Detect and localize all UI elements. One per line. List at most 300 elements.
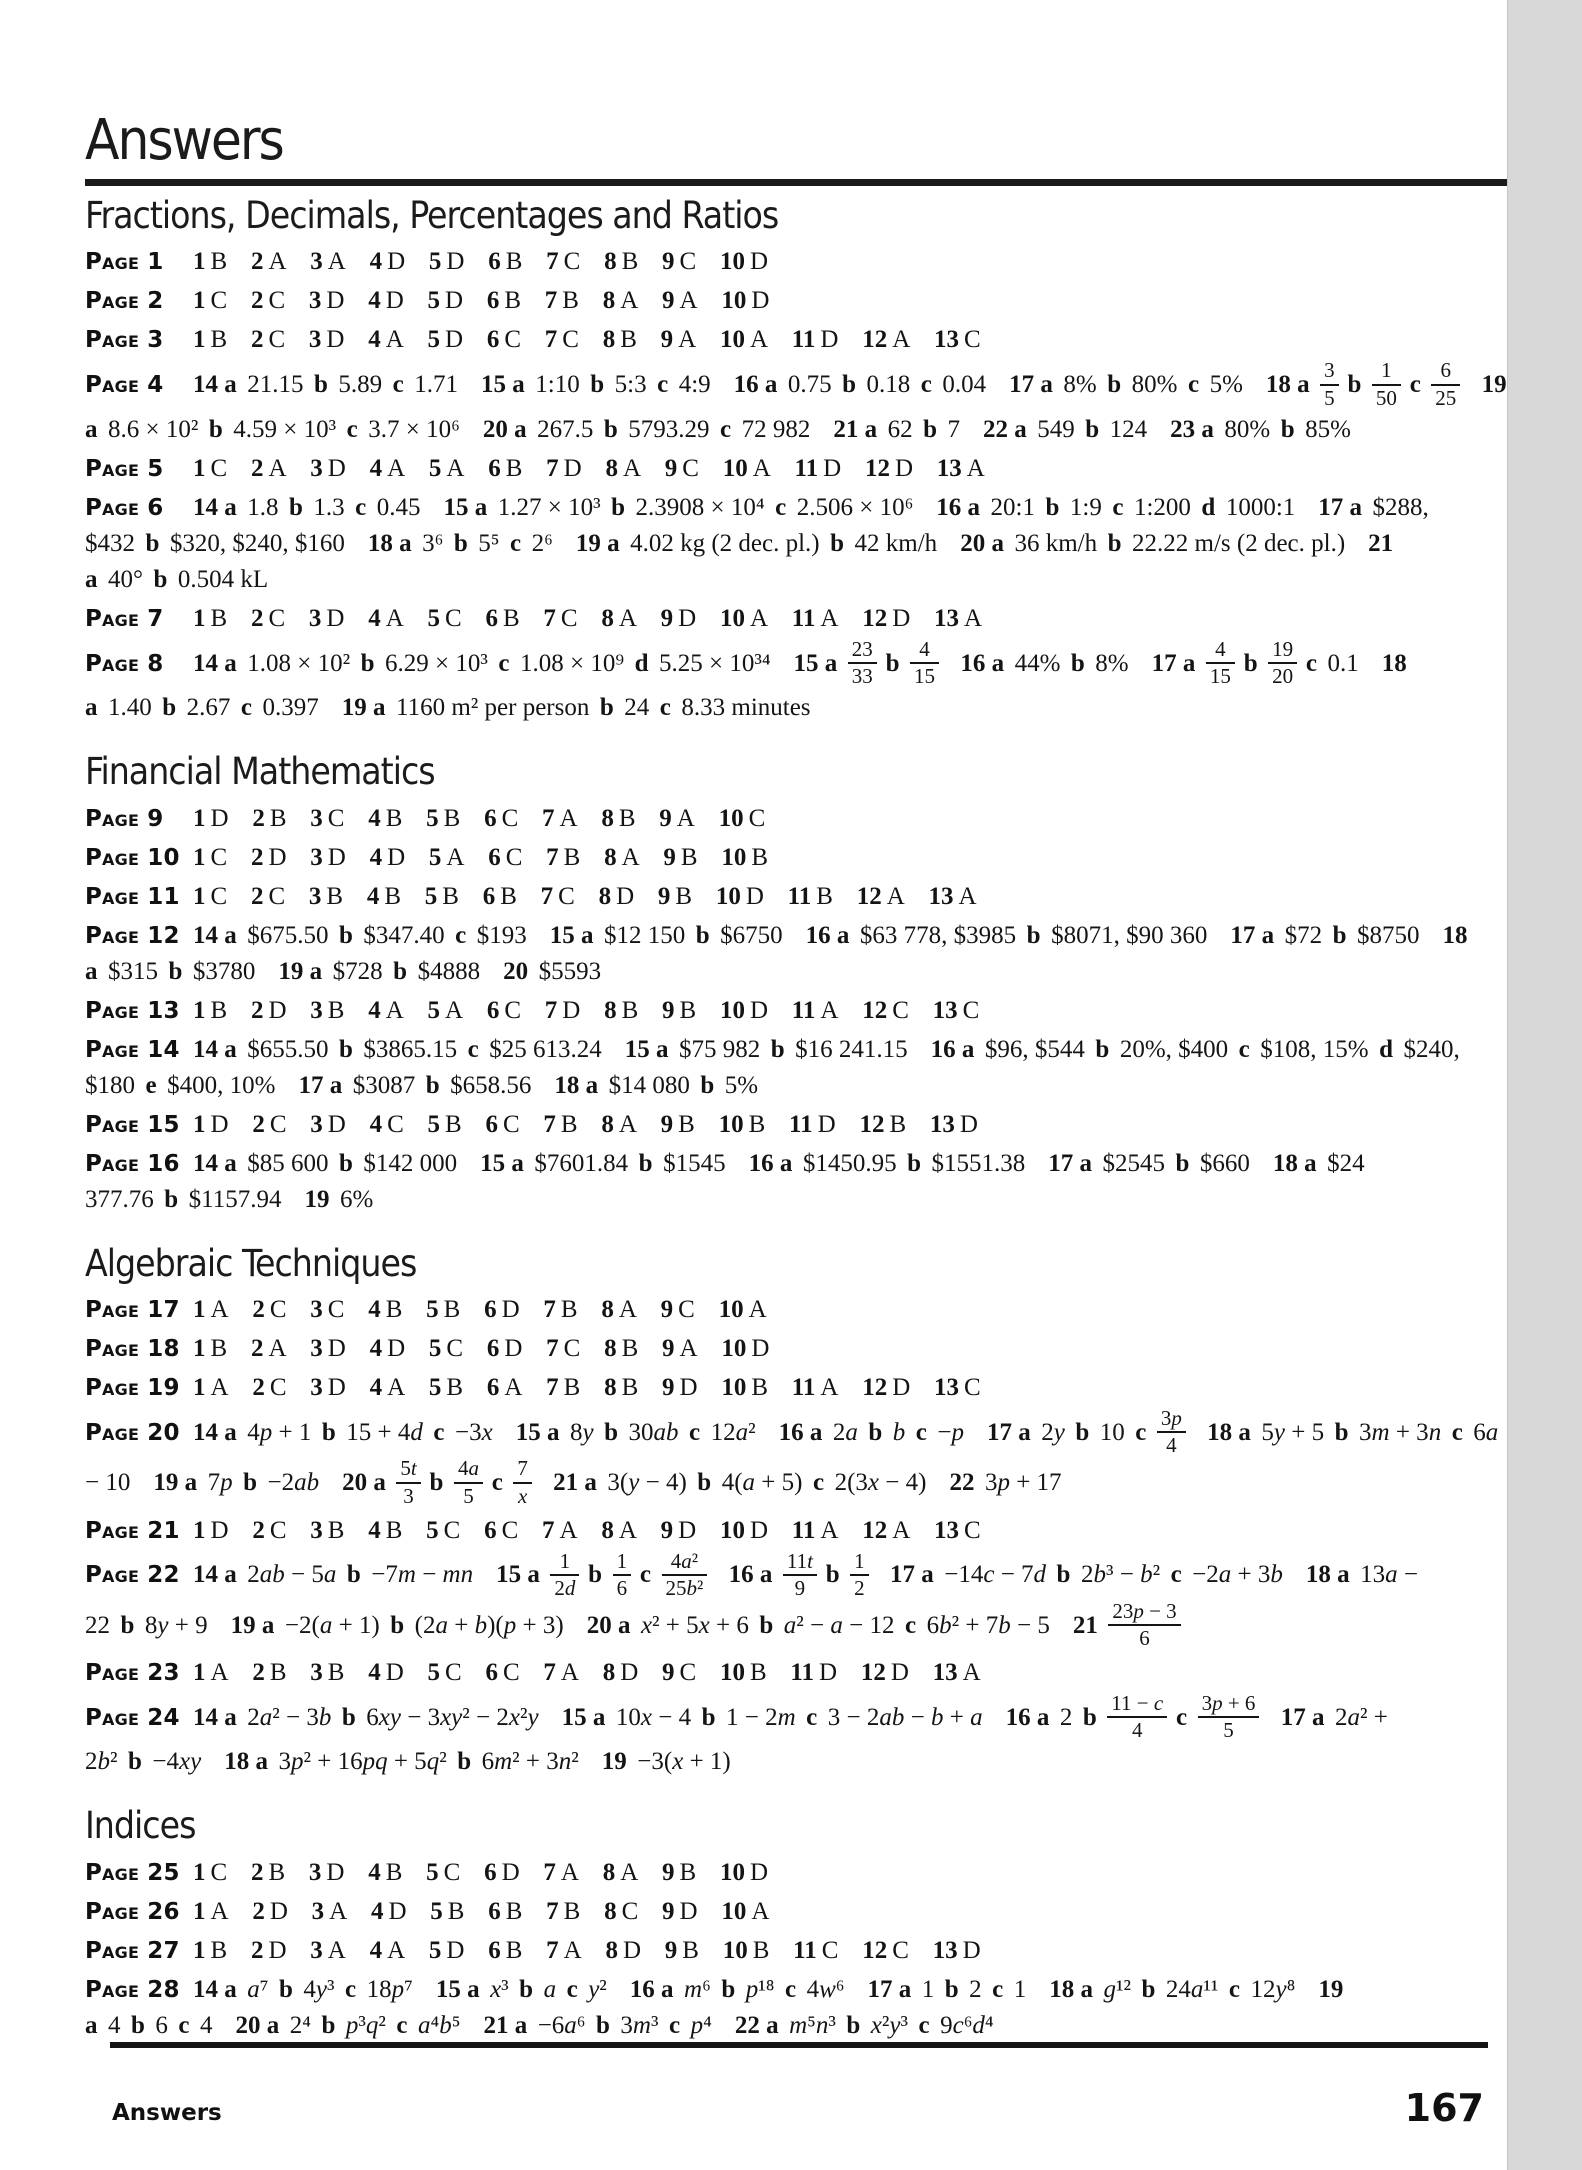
answer-token: b bbox=[701, 1703, 716, 1731]
answer-token: b bbox=[599, 693, 614, 721]
answer-token: 8% bbox=[1095, 649, 1129, 677]
fraction-answer: $\frac{1}{50}$ bbox=[1372, 359, 1401, 409]
page-label: Page 26 bbox=[85, 1898, 180, 1925]
answer-token: 17 a bbox=[1318, 493, 1363, 521]
answer-token: 0.75 bbox=[787, 371, 832, 399]
page-label: Page 27 bbox=[85, 1937, 180, 1964]
mc-answer: 1 B bbox=[193, 326, 228, 354]
mc-answer: 9 B bbox=[663, 843, 698, 871]
mc-answer: 2 A bbox=[250, 248, 287, 276]
answer-token: 3p + 17 bbox=[984, 1469, 1062, 1497]
mc-answer: 12 D bbox=[864, 454, 913, 482]
answer-token: c bbox=[668, 2011, 681, 2039]
answer-token: 549 bbox=[1037, 415, 1075, 443]
mc-answer: 7 A bbox=[543, 1858, 579, 1886]
mc-answer: 1 C bbox=[193, 454, 228, 482]
answer-token: $85 600 bbox=[247, 1149, 329, 1177]
mc-answer: 11 A bbox=[791, 604, 839, 632]
page-title: Answers bbox=[85, 108, 283, 173]
mc-answer: 1 C bbox=[193, 882, 228, 910]
answer-token: c bbox=[346, 415, 358, 443]
mc-answer: 8 A bbox=[601, 604, 637, 632]
mc-answer: 8 B bbox=[604, 248, 639, 276]
mc-answer: 11 D bbox=[794, 454, 842, 482]
mc-answer: 8 D bbox=[602, 1658, 639, 1686]
answer-token: b bbox=[588, 1561, 603, 1589]
answer-token: b bbox=[360, 649, 375, 677]
mc-answer: 5 C bbox=[426, 1516, 461, 1544]
answer-token: 124 bbox=[1109, 415, 1148, 443]
answer-token: 5y + 5 bbox=[1261, 1419, 1325, 1447]
answer-token: b bbox=[700, 1071, 715, 1099]
mc-answer: 4 D bbox=[369, 248, 406, 276]
mc-answer: 11 D bbox=[791, 326, 839, 354]
mc-answer: 13 A bbox=[934, 604, 983, 632]
answer-token: b bbox=[453, 529, 468, 557]
mc-answer: 2 C bbox=[250, 287, 286, 315]
answer-token: b bbox=[1141, 1975, 1156, 2003]
answer-token: 17 a bbox=[1280, 1703, 1325, 1731]
page-label: Page 20 bbox=[85, 1420, 180, 1447]
answer-token: 17 a bbox=[867, 1975, 912, 2003]
answer-token: c bbox=[1228, 1975, 1240, 2003]
mc-answer: 4 B bbox=[368, 804, 403, 832]
answer-token: b bbox=[1175, 1149, 1190, 1177]
answer-token: $240, $180 bbox=[85, 1035, 1460, 1099]
mc-answer: 1 C bbox=[193, 843, 228, 871]
answer-token: 0.1 bbox=[1327, 649, 1359, 677]
mc-answer: 5 B bbox=[428, 1374, 464, 1402]
fraction-answer: $\frac{3p + 6}{5}$ bbox=[1198, 1692, 1260, 1742]
answer-token: c bbox=[992, 1975, 1004, 2003]
mc-answer: 7 B bbox=[546, 1897, 581, 1925]
answer-token: 19 a bbox=[230, 1611, 275, 1639]
answer-token: b bbox=[611, 493, 626, 521]
answer-token: b bbox=[1243, 649, 1258, 677]
answer-token: $320, $240, $160 bbox=[169, 529, 345, 557]
answer-token: 22 a bbox=[734, 2011, 779, 2039]
mc-answer: 1 B bbox=[193, 248, 228, 276]
mc-answer: 5 B bbox=[426, 804, 461, 832]
answer-token: $675.50 bbox=[247, 921, 329, 949]
mc-answer: 13 C bbox=[934, 1516, 981, 1544]
answer-token: b bbox=[1070, 649, 1085, 677]
answer-token: 6.29 × 10³ bbox=[385, 649, 488, 677]
mc-answer: 6 C bbox=[486, 996, 521, 1024]
mc-answer: 5 A bbox=[428, 454, 465, 482]
mc-answer: 5 D bbox=[428, 248, 465, 276]
answer-token: 7p bbox=[207, 1469, 233, 1497]
mc-answer: 9 A bbox=[659, 804, 695, 832]
mc-answer: 9 D bbox=[662, 1374, 698, 1402]
answer-token: b bbox=[1082, 1703, 1097, 1731]
answer-token: 17 a bbox=[1151, 649, 1196, 677]
mc-answer: 10 A bbox=[719, 604, 768, 632]
page-label: Page 14 bbox=[85, 1036, 180, 1063]
mc-answer: 6 B bbox=[485, 604, 520, 632]
answer-token: 9c⁶d⁴ bbox=[940, 2011, 994, 2039]
answer-token: $3865.15 bbox=[363, 1035, 458, 1063]
mc-answer: 4 A bbox=[368, 604, 404, 632]
answer-token: $3780 bbox=[192, 957, 256, 985]
page-label: Page 17 bbox=[85, 1297, 180, 1324]
answer-token: c bbox=[1451, 1419, 1463, 1447]
answer-token: b bbox=[341, 1703, 356, 1731]
page-label: Page 15 bbox=[85, 1111, 180, 1138]
answer-token: $142 000 bbox=[363, 1149, 458, 1177]
answer-token: e bbox=[145, 1071, 157, 1099]
answer-token: $400, 10% bbox=[167, 1071, 276, 1099]
mc-answer: 1 C bbox=[193, 1858, 228, 1886]
answer-token: 36 km/h bbox=[1014, 529, 1098, 557]
mc-answer: 6 D bbox=[484, 1858, 520, 1886]
answer-token: 6a − 10 bbox=[85, 1419, 1499, 1497]
answer-token: b bbox=[131, 2011, 145, 2039]
fraction-answer: $\frac{23p - 3}{6}$ bbox=[1108, 1600, 1180, 1650]
answer-token: 21 a bbox=[85, 529, 1394, 593]
answer-token: b bbox=[425, 1071, 440, 1099]
answer-token: 23 a bbox=[1170, 415, 1214, 443]
mc-answer: 2 D bbox=[252, 1897, 288, 1925]
answer-token: 18 a bbox=[224, 1748, 268, 1776]
mc-answer: 6 B bbox=[488, 1897, 523, 1925]
mc-answer: 2 B bbox=[250, 1858, 286, 1886]
answer-token: 14 a bbox=[193, 1561, 237, 1589]
answer-token: c bbox=[1305, 649, 1318, 677]
answer-token: 2 bbox=[969, 1975, 982, 2003]
answer-token: 16 a bbox=[728, 1561, 773, 1589]
answer-token: c bbox=[566, 1975, 578, 2003]
page-entry bbox=[85, 1855, 1507, 1891]
page-label: Page 10 bbox=[85, 844, 180, 871]
answer-section bbox=[85, 1241, 1507, 1781]
answer-token: c bbox=[659, 693, 671, 721]
answer-token: 6xy − 3xy² − 2x²y bbox=[366, 1703, 539, 1731]
answer-token: b bbox=[596, 2011, 610, 2039]
mc-answer: 12 A bbox=[862, 1516, 911, 1544]
fraction-answer: $\frac{4}{15}$ bbox=[1206, 638, 1235, 688]
answer-token: 18 a bbox=[85, 921, 1468, 985]
answer-token: −p bbox=[937, 1419, 964, 1447]
answer-token: a bbox=[543, 1975, 557, 2003]
answer-token: 19 a bbox=[575, 529, 620, 557]
answer-token: $25 613.24 bbox=[489, 1035, 602, 1063]
mc-answer: 9 A bbox=[662, 1335, 698, 1363]
answer-token: 14 a bbox=[193, 1149, 237, 1177]
answer-token: 62 bbox=[887, 415, 913, 443]
page-entry bbox=[85, 840, 1507, 876]
answer-token: 16 a bbox=[733, 371, 778, 399]
answer-token: b bbox=[1280, 415, 1295, 443]
answer-token: −2(a + 1) bbox=[284, 1611, 380, 1639]
answer-token: 3m + 3n bbox=[1359, 1419, 1442, 1447]
answer-token: b bbox=[128, 1748, 142, 1776]
mc-answer: 3 D bbox=[308, 1858, 345, 1886]
answer-token: 16 a bbox=[748, 1149, 793, 1177]
answer-token: c bbox=[775, 493, 787, 521]
answer-token: 18 a bbox=[1272, 1149, 1317, 1177]
answer-token: x² + 5x + 6 bbox=[640, 1611, 749, 1639]
answer-token: g¹² bbox=[1103, 1975, 1131, 2003]
answer-token: 2.506 × 10⁶ bbox=[796, 493, 914, 521]
answer-token: 4y³ bbox=[303, 1975, 335, 2003]
answer-token: 14 a bbox=[193, 1419, 237, 1447]
mc-answer: 4 A bbox=[368, 996, 404, 1024]
answer-token: 14 a bbox=[193, 1703, 237, 1731]
page-label: Page 28 bbox=[85, 1976, 180, 2003]
mc-answer: 8 A bbox=[601, 1516, 637, 1544]
mc-answer: 7 B bbox=[544, 287, 579, 315]
page-entry bbox=[85, 1655, 1507, 1691]
answer-token: 1.40 bbox=[108, 693, 152, 721]
page-label: Page 7 bbox=[85, 605, 164, 632]
mc-answer: 2 B bbox=[252, 804, 287, 832]
answer-token: 1.27 × 10³ bbox=[497, 493, 601, 521]
mc-answer: 8 A bbox=[602, 287, 639, 315]
mc-answer: 12 D bbox=[860, 1658, 909, 1686]
answer-token: b bbox=[697, 1469, 712, 1497]
answer-token: 24a¹¹ bbox=[1165, 1975, 1219, 2003]
answer-token: 14 a bbox=[193, 493, 237, 521]
mc-answer: 10 A bbox=[718, 1296, 767, 1324]
answer-token: 4p + 1 bbox=[247, 1419, 312, 1447]
answer-token: b bbox=[770, 1035, 785, 1063]
answer-token: 2.3908 × 10⁴ bbox=[635, 493, 765, 521]
mc-answer: 1 B bbox=[193, 1335, 228, 1363]
answer-token: 14 a bbox=[193, 1035, 237, 1063]
answer-token: c bbox=[498, 649, 510, 677]
mc-answer: 7 D bbox=[544, 996, 581, 1024]
page-label: Page 4 bbox=[85, 372, 164, 399]
answer-token: 6b² + 7b − 5 bbox=[926, 1611, 1050, 1639]
mc-answer: 9 A bbox=[662, 287, 698, 315]
mc-answer: 4 D bbox=[368, 1658, 404, 1686]
answer-token: 18 a bbox=[85, 649, 1407, 721]
mc-answer: 6 C bbox=[484, 804, 519, 832]
page-label: Page 3 bbox=[85, 327, 164, 354]
mc-answer: 7 B bbox=[543, 1110, 578, 1138]
answer-token: c bbox=[396, 2011, 408, 2039]
answer-token: 20 a bbox=[960, 529, 1004, 557]
mc-answer: 5 B bbox=[424, 882, 459, 910]
page-entry bbox=[85, 1406, 1507, 1509]
answer-token: 1:10 bbox=[535, 371, 580, 399]
answer-token: c bbox=[1170, 1561, 1182, 1589]
answer-token: 14 a bbox=[193, 371, 237, 399]
answer-token: b bbox=[604, 1419, 618, 1447]
answer-token: 80% bbox=[1131, 371, 1178, 399]
answer-token: 20 a bbox=[482, 415, 527, 443]
answer-token: 15 a bbox=[435, 1975, 480, 2003]
answer-token: c bbox=[1238, 1035, 1250, 1063]
answer-token: $14 080 bbox=[608, 1071, 690, 1099]
answer-token: b bbox=[885, 649, 900, 677]
answer-section bbox=[85, 749, 1507, 1218]
mc-answer: 4 D bbox=[370, 1897, 407, 1925]
mc-answer: 10 D bbox=[719, 996, 768, 1024]
mc-answer: 5 A bbox=[427, 996, 464, 1024]
answer-token: 1 bbox=[921, 1975, 935, 2003]
mc-answer: 2 A bbox=[250, 454, 287, 482]
mc-answer: 7 A bbox=[542, 804, 578, 832]
answer-token: 3 − 2ab − b + a bbox=[827, 1703, 983, 1731]
mc-answer: 4 C bbox=[369, 1110, 404, 1138]
answer-token: 4w⁶ bbox=[806, 1975, 845, 2003]
answer-token: b bbox=[429, 1469, 444, 1497]
answer-token: 4(a + 5) bbox=[721, 1469, 803, 1497]
answer-token: 72 982 bbox=[741, 415, 811, 443]
mc-answer: 7 C bbox=[544, 326, 579, 354]
answer-token: 22 a bbox=[982, 415, 1027, 443]
mc-answer: 3 B bbox=[310, 1516, 345, 1544]
mc-answer: 1 D bbox=[193, 804, 229, 832]
mc-answer: 5 C bbox=[426, 1858, 461, 1886]
footer-label: Answers bbox=[112, 2100, 222, 2126]
mc-answer: 1 A bbox=[193, 1658, 229, 1686]
mc-answer: 2 C bbox=[250, 604, 286, 632]
mc-answer: 7 B bbox=[546, 1374, 581, 1402]
answer-token: 15 a bbox=[496, 1561, 540, 1589]
mc-answer: 1 D bbox=[193, 1516, 229, 1544]
mc-answer: 12 C bbox=[862, 996, 909, 1024]
answer-token: p⁴ bbox=[690, 2011, 712, 2039]
mc-answer: 1 A bbox=[193, 1897, 229, 1925]
page-label: Page 12 bbox=[85, 922, 180, 949]
answer-token: c bbox=[1135, 1419, 1147, 1447]
mc-answer: 2 D bbox=[250, 843, 287, 871]
answer-token: $3087 bbox=[352, 1071, 416, 1099]
answer-token: m⁵n³ bbox=[789, 2011, 836, 2039]
answer-token: 18 a bbox=[1049, 1975, 1093, 2003]
mc-answer: 3 D bbox=[310, 1374, 346, 1402]
answer-token: b bbox=[162, 693, 177, 721]
mc-answer: 9 C bbox=[662, 1658, 697, 1686]
mc-answer: 8 B bbox=[604, 1335, 639, 1363]
mc-answer: 10 A bbox=[722, 454, 771, 482]
answer-token: 13a − 22 bbox=[85, 1561, 1418, 1639]
answer-token: −2ab bbox=[267, 1469, 320, 1497]
page-label: Page 18 bbox=[85, 1336, 180, 1363]
answer-token: b bbox=[164, 1185, 179, 1213]
answer-token: 5⁵ bbox=[478, 529, 500, 557]
answer-token: 5:3 bbox=[614, 371, 647, 399]
answer-token: 3⁶ bbox=[422, 529, 444, 557]
answer-token: 2(3x − 4) bbox=[834, 1469, 927, 1497]
page-entry bbox=[85, 1370, 1507, 1406]
section-heading: Algebraic Techniques bbox=[85, 1241, 417, 1285]
mc-answer: 3 C bbox=[310, 1296, 345, 1324]
mc-answer: 10 D bbox=[721, 287, 770, 315]
answer-token: 16 a bbox=[1005, 1703, 1050, 1731]
answer-token: c bbox=[455, 921, 467, 949]
answer-token: b bbox=[346, 1561, 361, 1589]
answer-token: 267.5 bbox=[537, 415, 594, 443]
answer-token: d bbox=[1379, 1035, 1393, 1063]
answer-token: 16 a bbox=[778, 1419, 823, 1447]
answer-token: d bbox=[1201, 493, 1216, 521]
answer-token: 17 a bbox=[1048, 1149, 1092, 1177]
answer-token: c bbox=[178, 2011, 190, 2039]
answer-token: c bbox=[812, 1469, 825, 1497]
answer-token: 5.89 bbox=[338, 371, 383, 399]
answer-token: −7m − mn bbox=[371, 1561, 474, 1589]
answer-token: 2 bbox=[1059, 1703, 1073, 1731]
mc-answer: 7 C bbox=[546, 248, 581, 276]
mc-answer: 3 A bbox=[310, 248, 346, 276]
answer-token: 8y bbox=[569, 1419, 594, 1447]
answer-token: c bbox=[240, 693, 253, 721]
answer-token: b bbox=[1056, 1561, 1071, 1589]
answer-token: b bbox=[289, 493, 303, 521]
answer-token: b bbox=[825, 1561, 840, 1589]
mc-answer: 10 A bbox=[721, 1897, 770, 1925]
mc-answer: 12 D bbox=[862, 604, 911, 632]
answer-token: b bbox=[390, 1611, 405, 1639]
answer-token: 2.67 bbox=[186, 693, 231, 721]
answer-token: 20 a bbox=[586, 1611, 631, 1639]
mc-answer: 2 C bbox=[252, 1374, 287, 1402]
answer-token: $1157.94 bbox=[188, 1185, 282, 1213]
answer-token: c bbox=[719, 415, 732, 443]
answer-token: 4:9 bbox=[678, 371, 711, 399]
answer-token: 8% bbox=[1063, 371, 1097, 399]
mc-answer: 5 C bbox=[427, 1658, 462, 1686]
answer-token: $6750 bbox=[720, 921, 783, 949]
mc-answer: 5 D bbox=[428, 1936, 465, 1964]
fraction-answer: $\frac{7}{x}$ bbox=[513, 1457, 532, 1507]
answer-token: 15 a bbox=[480, 1149, 524, 1177]
answer-token: 12a² bbox=[710, 1419, 756, 1447]
answer-token: 3(y − 4) bbox=[607, 1469, 687, 1497]
answer-token: (2a + b)(p + 3) bbox=[414, 1611, 564, 1639]
mc-answer: 5 B bbox=[426, 1296, 461, 1324]
mc-answer: 6 C bbox=[486, 326, 521, 354]
answer-token: c bbox=[491, 1469, 503, 1497]
answer-token: 21 a bbox=[553, 1469, 597, 1497]
mc-answer: 3 C bbox=[310, 804, 345, 832]
answer-token: 19 a bbox=[85, 1975, 1344, 2039]
answer-token: b bbox=[603, 415, 618, 443]
mc-answer: 10 B bbox=[718, 1110, 766, 1138]
mc-answer: 12 B bbox=[859, 1110, 907, 1138]
answer-token: b bbox=[1332, 921, 1347, 949]
answer-token: 24 bbox=[624, 693, 650, 721]
answer-token: 44% bbox=[1014, 649, 1061, 677]
answer-token: 4.59 × 10³ bbox=[233, 415, 337, 443]
answer-token: 1.71 bbox=[414, 371, 459, 399]
page-content bbox=[85, 108, 1507, 2047]
mc-answer: 4 B bbox=[368, 1296, 403, 1324]
page-entry bbox=[85, 322, 1507, 358]
fraction-answer: $\frac{3p}{4}$ bbox=[1157, 1407, 1186, 1457]
fraction-answer: $\frac{1}{2}$ bbox=[850, 1550, 869, 1600]
mc-answer: 2 C bbox=[252, 1110, 287, 1138]
answer-token: $660 bbox=[1199, 1149, 1250, 1177]
mc-answer: 2 C bbox=[252, 1296, 287, 1324]
mc-answer: 6 B bbox=[482, 882, 517, 910]
page-entry bbox=[85, 636, 1507, 726]
page-entry bbox=[85, 1331, 1507, 1367]
mc-answer: 6 D bbox=[484, 1296, 520, 1324]
mc-answer: 8 B bbox=[602, 326, 637, 354]
page-entry bbox=[85, 1933, 1507, 1969]
answer-section bbox=[85, 1806, 1507, 2044]
page-label: Page 1 bbox=[85, 249, 164, 276]
page-label: Page 16 bbox=[85, 1150, 180, 1177]
mc-answer: 10 B bbox=[721, 1374, 768, 1402]
answer-token: 22 bbox=[949, 1469, 975, 1497]
answer-token: b bbox=[339, 1035, 353, 1063]
